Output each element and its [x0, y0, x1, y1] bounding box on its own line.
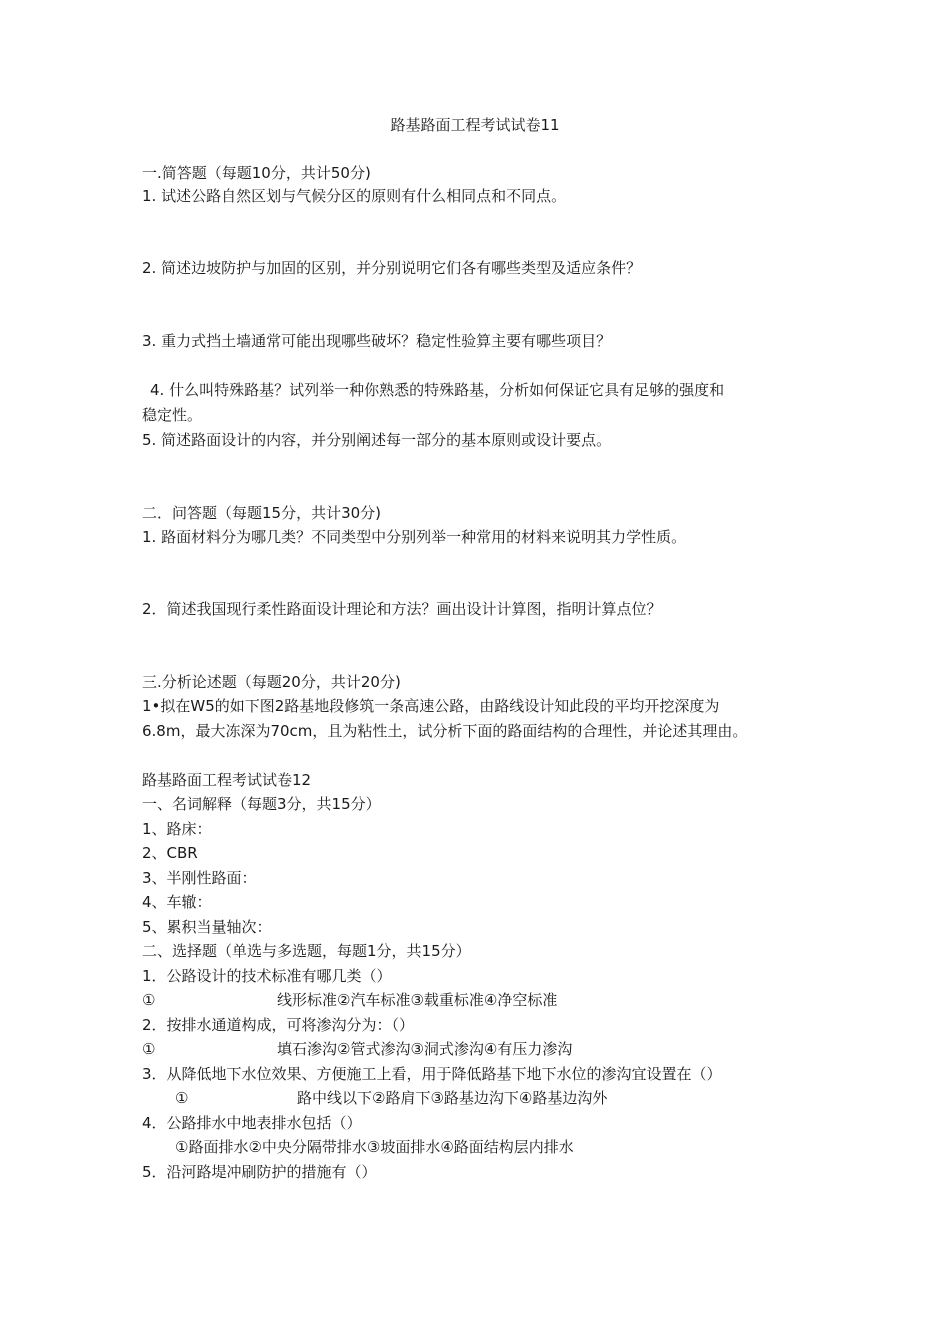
- question-1-3: 3. 重力式挡土墙通常可能出现哪些破坏？稳定性验算主要有哪些项目？: [142, 332, 612, 350]
- exam-12-section-1-heading: 一、名词解释（每题3分，共15分）: [142, 795, 381, 813]
- choice-question-1-mark: ①: [142, 991, 156, 1009]
- exam-12-title: 路基路面工程考试试卷12: [142, 771, 312, 789]
- choice-question-1-options: 线形标准②汽车标准③载重标准④净空标准: [277, 991, 558, 1009]
- section-2-heading: 二．问答题（每题15分，共计30分): [142, 504, 382, 522]
- term-item: 4、车辙：: [142, 893, 212, 911]
- question-3-1-line1: 1•拟在W5的如下图2路基地段修筑一条高速公路，由路线设计知此段的平均开挖深度为: [142, 697, 720, 715]
- term-item: 5、累积当量轴次：: [142, 918, 272, 936]
- question-2-1: 1. 路面材料分为哪几类？不同类型中分别列举一种常用的材料来说明其力学性质。: [142, 528, 687, 546]
- question-1-2: 2. 简述边坡防护与加固的区别，并分别说明它们各有哪些类型及适应条件？: [142, 259, 642, 277]
- choice-question-5: 5．沿河路堤冲刷防护的措施有（）: [142, 1163, 377, 1181]
- question-2-2: 2．简述我国现行柔性路面设计理论和方法？画出设计计算图，指明计算点位？: [142, 600, 662, 618]
- exam-11-title: 路基路面工程考试试卷11: [390, 116, 560, 134]
- term-item: 1、路床：: [142, 820, 212, 838]
- choice-question-4-options: ①路面排水②中央分隔带排水③坡面排水④路面结构层内排水: [175, 1138, 574, 1156]
- term-item: 2、CBR: [142, 844, 198, 862]
- question-1-5: 5. 简述路面设计的内容，并分别阐述每一部分的基本原则或设计要点。: [142, 431, 612, 449]
- choice-question-2-mark: ①: [142, 1040, 156, 1058]
- choice-question-4: 4．公路排水中地表排水包括（）: [142, 1114, 362, 1132]
- choice-question-2: 2．按排水通道构成，可将渗沟分为：（）: [142, 1016, 415, 1034]
- question-1-1: 1. 试述公路自然区划与气候分区的原则有什么相同点和不同点。: [142, 187, 567, 205]
- term-item: 3、半刚性路面：: [142, 869, 257, 887]
- choice-question-2-options: 填石渗沟②管式渗沟③洞式渗沟④有压力渗沟: [277, 1040, 573, 1058]
- question-1-4-line1: 4. 什么叫特殊路基？试列举一种你熟悉的特殊路基，分析如何保证它具有足够的强度和: [150, 381, 725, 399]
- section-1-heading: 一.简答题（每题10分，共计50分): [142, 164, 371, 182]
- choice-question-1: 1．公路设计的技术标准有哪几类（）: [142, 967, 392, 985]
- section-3-heading: 三.分析论述题（每题20分，共计20分): [142, 673, 401, 691]
- choice-question-3-options: 路中线以下②路肩下③路基边沟下④路基边沟外: [297, 1089, 608, 1107]
- choice-question-3-mark: ①: [175, 1089, 189, 1107]
- exam-12-section-2-heading: 二、选择题（单选与多选题，每题1分，共15分）: [142, 942, 471, 960]
- question-3-1-line2: 6.8m，最大冻深为70cm，且为粘性土，试分析下面的路面结构的合理性，并论述其理由。: [142, 722, 748, 740]
- choice-question-3: 3．从降低地下水位效果、方便施工上看，用于降低路基下地下水位的渗沟宜设置在（）: [142, 1065, 722, 1083]
- question-1-4-line2: 稳定性。: [142, 406, 203, 424]
